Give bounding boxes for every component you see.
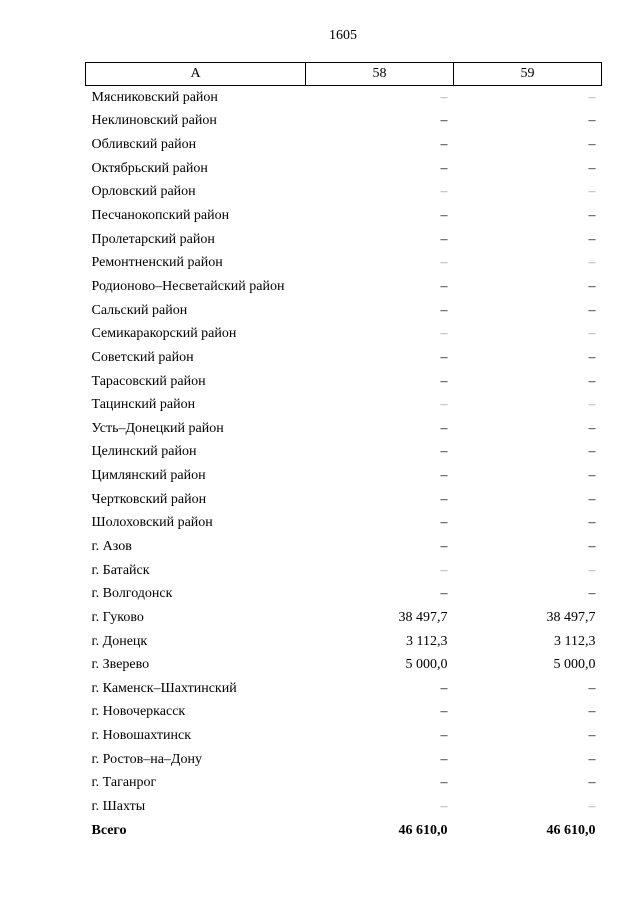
row-name: Целинский район xyxy=(91,444,197,460)
row-value-59: – xyxy=(588,704,596,720)
row-name: г. Ростов–на–Дону xyxy=(91,751,202,767)
row-value-59: – xyxy=(588,373,596,389)
table-row xyxy=(86,393,602,417)
row-value-58: – xyxy=(440,468,448,484)
row-name: Ремонтненский район xyxy=(91,255,223,271)
table-row xyxy=(86,251,602,275)
column-header-58: 58 xyxy=(306,63,454,86)
row-value-59: – xyxy=(588,586,596,602)
row-value-58: – xyxy=(440,160,448,176)
table-row xyxy=(86,677,602,701)
row-value-58: – xyxy=(440,373,448,389)
row-value-58: – xyxy=(440,137,448,153)
row-value-58: – xyxy=(440,231,448,247)
row-name: г. Зверево xyxy=(91,657,150,673)
table-row xyxy=(86,512,602,536)
row-name: г. Батайск xyxy=(91,562,150,578)
row-value-58: – xyxy=(440,208,448,224)
row-name: Тацинский район xyxy=(91,397,196,413)
row-value-58: – xyxy=(440,680,448,696)
table-row xyxy=(86,299,602,323)
row-name: Чертковский район xyxy=(91,491,207,507)
table-header xyxy=(86,63,602,86)
table-row xyxy=(86,157,602,181)
row-value-59: – xyxy=(588,751,596,767)
table-row xyxy=(86,181,602,205)
row-value-59: – xyxy=(588,208,596,224)
row-value-58: – xyxy=(440,728,448,744)
row-value-59: – xyxy=(588,302,596,318)
row-name: Мясниковский район xyxy=(91,89,218,105)
table-row xyxy=(86,701,602,725)
row-value-58: – xyxy=(440,349,448,365)
total-label: Всего xyxy=(91,822,127,838)
row-value-58: – xyxy=(440,515,448,531)
row-value-58: – xyxy=(440,420,448,436)
table-row xyxy=(86,606,602,630)
page-number: 1605 xyxy=(329,28,357,43)
table-row xyxy=(86,653,602,677)
row-name: Пролетарский район xyxy=(91,231,215,247)
row-name: г. Волгодонск xyxy=(91,586,173,602)
total-value-59: 46 610,0 xyxy=(546,822,596,838)
table-row xyxy=(86,582,602,606)
column-header-a: А xyxy=(86,63,306,86)
row-value-59: – xyxy=(588,278,596,294)
row-name: Цимлянский район xyxy=(91,468,206,484)
row-value-58: – xyxy=(440,751,448,767)
table-row xyxy=(86,346,602,370)
row-value-59: – xyxy=(588,444,596,460)
row-name: г. Азов xyxy=(91,538,132,554)
table-row xyxy=(86,370,602,394)
row-name: Обливский район xyxy=(91,137,197,153)
row-value-58: – xyxy=(440,326,448,342)
row-name: Песчанокопский район xyxy=(91,208,230,224)
row-name: Родионово–Несветайский район xyxy=(91,278,285,294)
row-name: г. Донецк xyxy=(91,633,148,649)
table-header-row xyxy=(86,63,602,86)
row-name: г. Каменск–Шахтинский xyxy=(91,680,237,696)
row-value-58: – xyxy=(440,538,448,554)
row-value-58: – xyxy=(440,397,448,413)
row-value-58: – xyxy=(440,184,448,200)
row-name: Октябрьский район xyxy=(91,160,208,176)
row-value-59: – xyxy=(588,326,596,342)
row-name: Усть–Донецкий район xyxy=(91,420,224,436)
column-header-59: 59 xyxy=(454,63,602,86)
row-name: г. Новочеркасск xyxy=(91,704,186,720)
table-row xyxy=(86,559,602,583)
row-value-58: – xyxy=(440,562,448,578)
row-value-58: – xyxy=(440,799,448,815)
row-name: г. Новошахтинск xyxy=(91,728,192,744)
budget-table xyxy=(85,62,602,843)
table-row xyxy=(86,772,602,796)
row-value-59: – xyxy=(588,113,596,129)
row-value-59: – xyxy=(588,775,596,791)
table-row xyxy=(86,488,602,512)
row-value-58: 3 112,3 xyxy=(406,633,448,649)
row-value-59: – xyxy=(588,255,596,271)
row-value-59: – xyxy=(588,349,596,365)
row-name: Семикаракорский район xyxy=(91,326,237,342)
row-value-58: – xyxy=(440,704,448,720)
row-name: Советский район xyxy=(91,349,194,365)
table-row xyxy=(86,204,602,228)
row-name: Орловский район xyxy=(91,184,196,200)
row-value-59: – xyxy=(588,397,596,413)
table-row xyxy=(86,441,602,465)
row-value-58: – xyxy=(440,586,448,602)
row-value-59: – xyxy=(588,680,596,696)
table-row xyxy=(86,724,602,748)
row-value-59: – xyxy=(588,538,596,554)
row-value-59: – xyxy=(588,562,596,578)
row-value-59: – xyxy=(588,160,596,176)
total-row xyxy=(86,819,602,843)
table-row xyxy=(86,228,602,252)
table-body xyxy=(86,86,602,843)
table-row xyxy=(86,133,602,157)
row-value-58: 38 497,7 xyxy=(398,609,448,625)
row-value-59: – xyxy=(588,728,596,744)
row-value-59: – xyxy=(588,491,596,507)
table-row xyxy=(86,748,602,772)
table-row xyxy=(86,630,602,654)
row-value-59: 5 000,0 xyxy=(553,657,596,673)
row-value-59: 3 112,3 xyxy=(554,633,596,649)
table-row xyxy=(86,795,602,819)
table-row xyxy=(86,275,602,299)
row-value-58: – xyxy=(440,89,448,105)
row-value-58: – xyxy=(440,255,448,271)
row-value-58: – xyxy=(440,775,448,791)
row-name: г. Шахты xyxy=(91,799,146,815)
row-name: г. Таганрог xyxy=(91,775,157,791)
table-row xyxy=(86,535,602,559)
row-value-58: – xyxy=(440,113,448,129)
row-value-58: – xyxy=(440,491,448,507)
row-value-58: – xyxy=(440,444,448,460)
row-name: Тарасовский район xyxy=(91,373,206,389)
table-row xyxy=(86,110,602,134)
row-value-59: – xyxy=(588,184,596,200)
row-name: Неклиновский район xyxy=(91,113,217,129)
row-name: Сальский район xyxy=(91,302,188,318)
row-value-59: – xyxy=(588,89,596,105)
row-name: Шолоховский район xyxy=(91,515,213,531)
row-value-58: 5 000,0 xyxy=(405,657,448,673)
table-row xyxy=(86,86,602,110)
table-row xyxy=(86,464,602,488)
table-row xyxy=(86,322,602,346)
row-value-59: – xyxy=(588,420,596,436)
row-value-58: – xyxy=(440,302,448,318)
total-value-58: 46 610,0 xyxy=(398,822,448,838)
row-value-59: – xyxy=(588,137,596,153)
row-value-59: – xyxy=(588,799,596,815)
row-value-58: – xyxy=(440,278,448,294)
table-row xyxy=(86,417,602,441)
row-value-59: – xyxy=(588,515,596,531)
row-value-59: – xyxy=(588,231,596,247)
row-value-59: – xyxy=(588,468,596,484)
row-value-59: 38 497,7 xyxy=(546,609,596,625)
row-name: г. Гуково xyxy=(91,609,144,625)
